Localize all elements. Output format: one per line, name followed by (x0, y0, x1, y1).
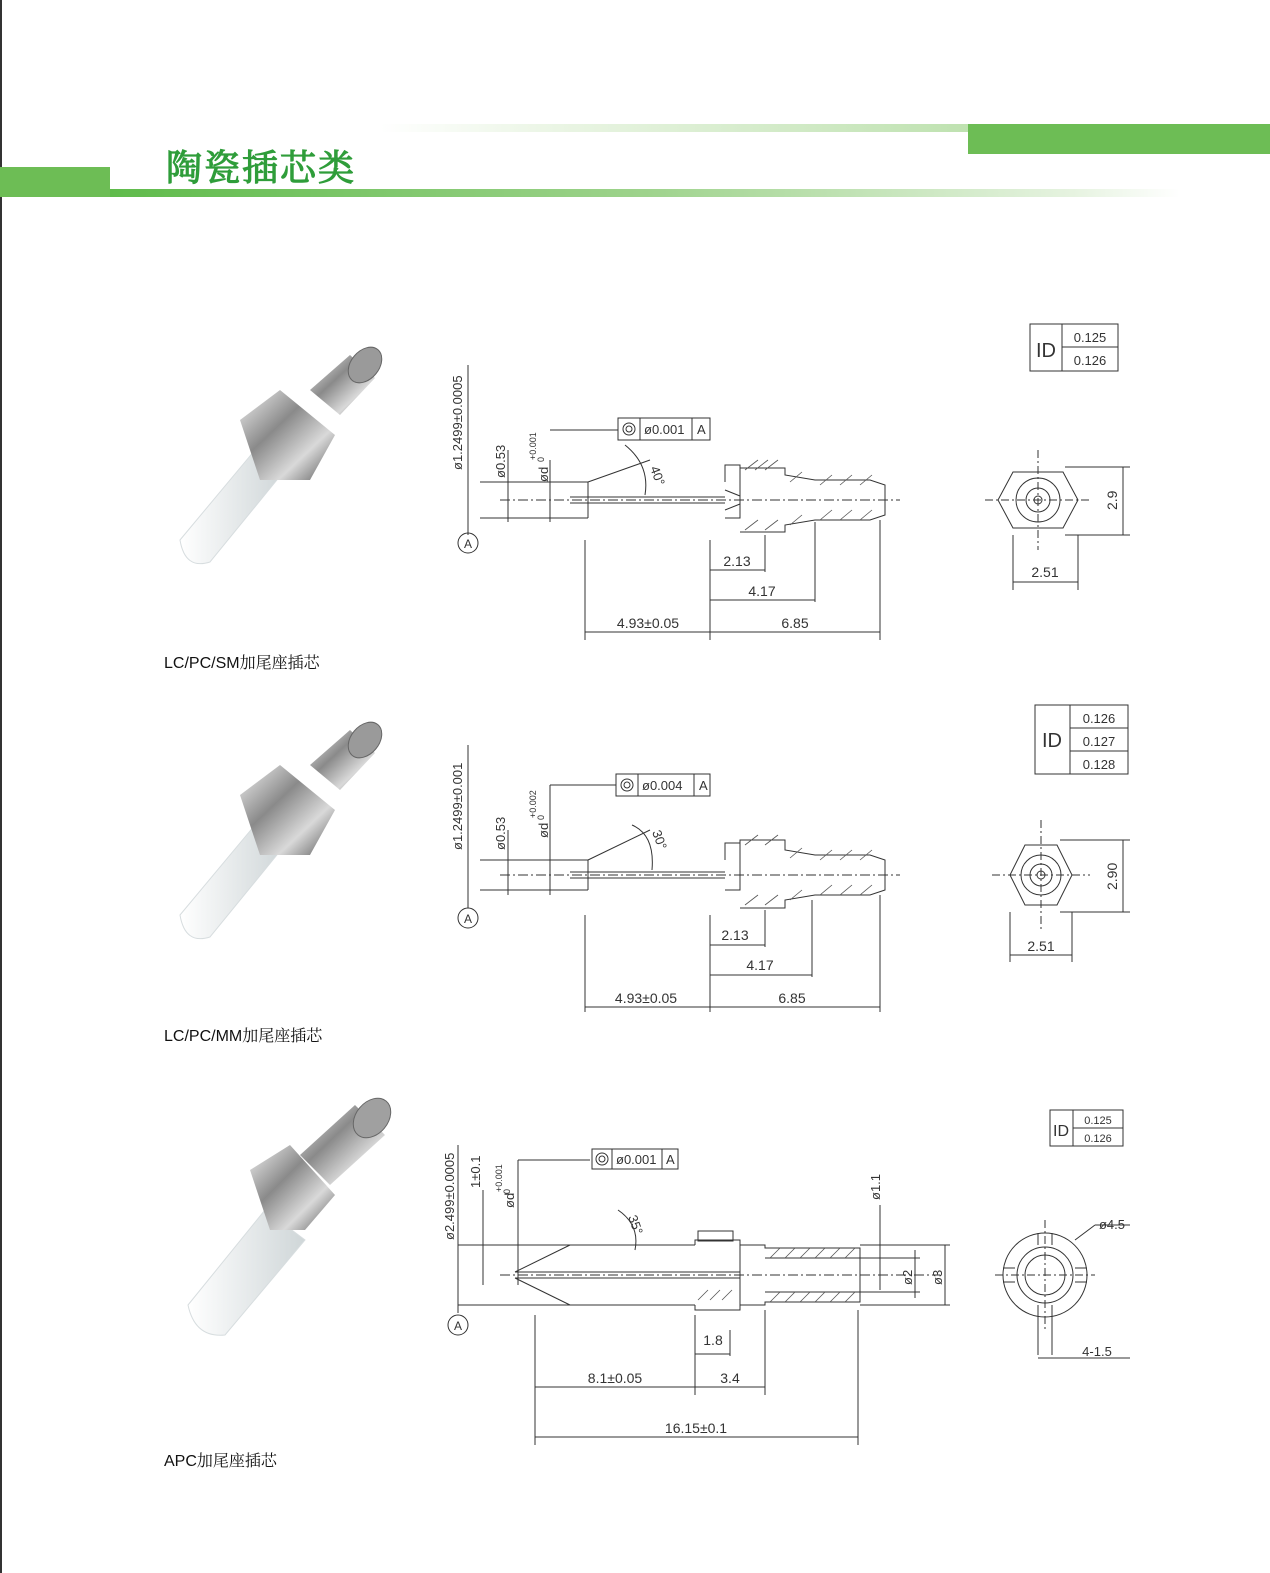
dim-4-17: 4.17 (746, 957, 774, 973)
dim-slots: 4-1.5 (1082, 1344, 1112, 1359)
dim-angle: 40° (647, 463, 669, 488)
dim-hex-width: 2.51 (1027, 938, 1055, 954)
technical-drawing-apc (440, 1100, 1160, 1450)
id-label: ID (1053, 1123, 1069, 1140)
datum-label: A (463, 912, 473, 926)
dim-6-85: 6.85 (778, 990, 806, 1006)
id-value-3: 0.128 (1082, 757, 1116, 772)
dim-bore-tol-lower: 0 (536, 814, 546, 820)
datum-label: A (463, 537, 473, 551)
tolerance-datum: A (697, 422, 706, 437)
dim-4-17: 4.17 (748, 583, 776, 599)
dim-hex-height: 2.90 (1104, 862, 1120, 890)
dim-2-13: 2.13 (721, 927, 749, 943)
id-label: ID (1036, 340, 1056, 362)
tolerance-value: ø0.001 (616, 1152, 657, 1167)
tolerance-value: ø0.004 (642, 778, 683, 793)
dim-bore: ød (536, 466, 551, 482)
id-value-1: 0.125 (1073, 330, 1107, 345)
dim-4-93: 4.93±0.05 (616, 615, 680, 631)
tolerance-value: ø0.001 (644, 422, 685, 437)
product-caption-2: LC/PC/MM加尾座插芯 (164, 1028, 323, 1045)
dim-bore-tol-upper: +0.002 (528, 790, 538, 818)
dim-6-85: 6.85 (781, 615, 809, 631)
tolerance-datum: A (699, 778, 708, 793)
dim-tail-bore: ø1.1 (868, 1173, 883, 1200)
dim-flange-diameter: ø4.5 (1098, 1217, 1126, 1232)
dim-inner-hole: 1±0.1 (468, 1155, 483, 1188)
dim-4-93: 4.93±0.05 (614, 990, 678, 1006)
id-value-1: 0.126 (1082, 711, 1116, 726)
product-photo-apc (160, 1090, 400, 1350)
page-left-border (0, 0, 2, 1573)
dim-inner-hole: ø0.53 (493, 816, 508, 850)
dim-1-8: 1.8 (703, 1332, 723, 1348)
id-value-2: 0.126 (1073, 353, 1107, 368)
id-value-2: 0.127 (1082, 734, 1116, 749)
dim-bore-tol-lower: 0 (502, 1188, 512, 1194)
dim-tail-inner: ø2 (900, 1269, 915, 1285)
dim-outer-diameter: ø1.2499±0.0005 (450, 375, 465, 470)
dim-bore: ød (536, 822, 551, 838)
dim-2-13: 2.13 (723, 553, 751, 569)
dim-hex-width: 2.51 (1031, 564, 1059, 580)
product-photo-lc-pc-sm (160, 340, 395, 570)
dim-tail-outer: ø3 (930, 1269, 945, 1285)
tolerance-datum: A (666, 1152, 675, 1167)
product-caption-1: LC/PC/SM加尾座插芯 (164, 655, 320, 672)
dim-bore: ød (502, 1192, 517, 1208)
dim-3-4: 3.4 (720, 1370, 740, 1386)
dim-16-15: 16.15±0.1 (664, 1420, 728, 1436)
dim-outer-diameter: ø2.499±0.0005 (442, 1152, 457, 1240)
dim-bore-tol-lower: 0 (536, 456, 546, 462)
id-value-1: 0.125 (1084, 1115, 1112, 1127)
technical-drawing-lc-pc-mm (440, 690, 1160, 1020)
id-label: ID (1042, 730, 1062, 752)
product-caption-3: APC加尾座插芯 (164, 1453, 277, 1470)
dim-outer-diameter: ø1.2499±0.001 (450, 762, 465, 850)
dim-bore-tol-upper: +0.001 (528, 432, 538, 460)
dim-inner-hole: ø0.53 (493, 444, 508, 478)
dim-bore-tol-upper: +0.001 (494, 1164, 504, 1192)
dim-angle: 35° (625, 1212, 647, 1237)
page-title: 陶瓷插芯类 (166, 148, 357, 189)
product-photo-lc-pc-mm (160, 715, 395, 945)
dim-angle: 30° (649, 827, 671, 852)
datum-label: A (453, 1319, 463, 1333)
dim-hex-height: 2.9 (1104, 490, 1120, 510)
technical-drawing-lc-pc-sm (440, 310, 1160, 650)
dim-8-1: 8.1±0.05 (587, 1370, 643, 1386)
id-value-2: 0.126 (1084, 1133, 1112, 1145)
